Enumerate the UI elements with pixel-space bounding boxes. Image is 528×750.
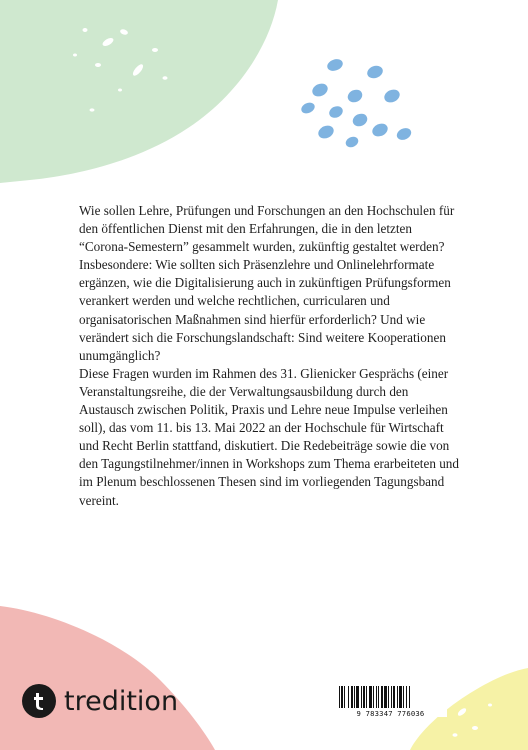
green-blob-shape — [0, 0, 278, 183]
blurb-paragraph-1: Wie sollen Lehre, Prüfungen und Forschungen an den Hochschulen für den öffentlichen Dienst mit den Erfahrungen, die in den letzten “Corona-Semestern” gesammelt wurden, zukünftig gestaltet werden? Insbesondere: Wie sollten sich Präsenzlehre und Onlinelehrformate ergänzen, wie die Digitalisierung auch in zukünftigen Prüfungsformen verankert werden und welche rechtlichen, curricularen und organisatorischen Maßnahmen sind hierfür erforderlich? Und wie verändert sich die Forschungslandschaft: Sind weitere Kooperationen unumgänglich? — [79, 203, 455, 363]
pink-blob-shape — [0, 606, 215, 750]
back-cover-blurb — [79, 202, 459, 510]
tredition-logo-icon — [22, 684, 56, 718]
publisher-name: tredition — [64, 685, 179, 717]
blue-dot-pattern — [300, 57, 414, 149]
blurb-paragraph-2: Diese Fragen wurden im Rahmen des 31. Glienicker Gesprächs (einer Veranstaltungsreihe, die der Verwaltungsausbildung durch den Austausch zwischen Politik, Praxis und Lehre neue Impulse verleihen soll), das vom 11. bis 13. Mai 2022 an der Hochschule für Wirtschaft und Recht Berlin stattfand, diskutiert. Die Redebeiträge sowie die von den Tagungstilnehmer/innen in Workshops zum Thema erarbeiteten und im Plenum beschlossenen Thesen sind im vorliegenden Tagungsband vereint. — [79, 365, 459, 508]
isbn-barcode — [334, 684, 447, 717]
isbn-barcode-digits: 9 783347 776036 — [356, 709, 425, 718]
publisher-logo — [22, 683, 178, 719]
barcode-bars — [334, 684, 447, 710]
